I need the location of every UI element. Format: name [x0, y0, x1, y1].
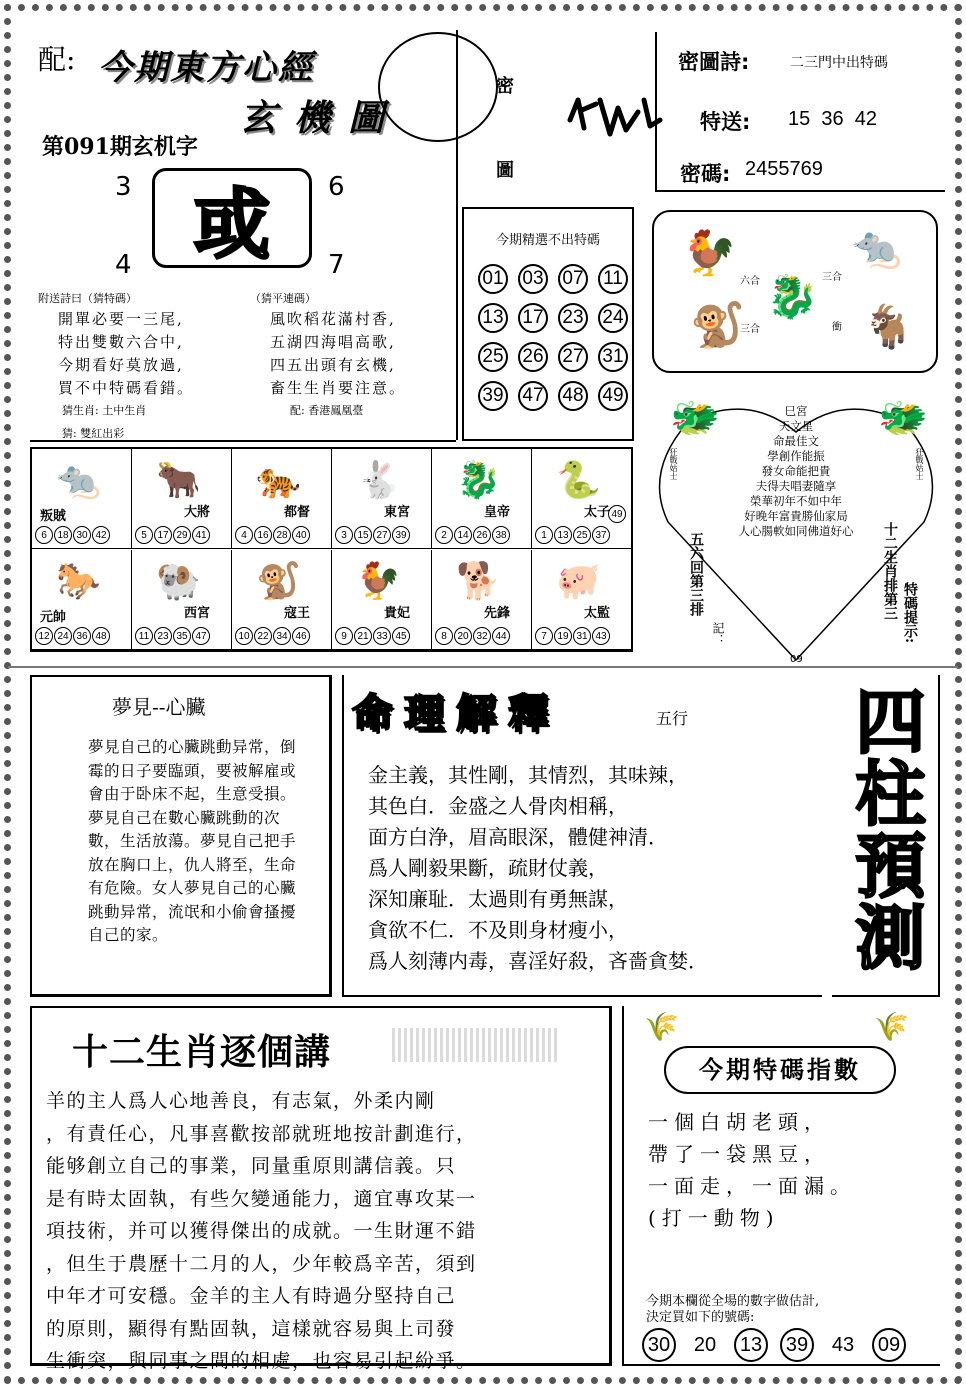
zodiac-label: 太監: [584, 606, 611, 621]
number-ball: 2: [435, 526, 453, 544]
corner-number: 7: [328, 250, 345, 280]
number-ball: 13: [554, 526, 572, 544]
poem-left-title: 附送詩曰（猜特碼）: [38, 292, 137, 305]
poem-line: 今期看好莫放過,: [58, 356, 184, 374]
index-number: 09: [872, 1328, 906, 1362]
fate-line: 面方白浄，眉高眼深，體健神清．: [368, 825, 668, 849]
number-ball: 25: [573, 526, 591, 544]
number-ball: 23: [154, 627, 172, 645]
zodiac-numbers: [435, 627, 511, 645]
index-number: 20: [693, 1333, 717, 1356]
number-ball: 6: [35, 526, 53, 544]
code-label: 密碼:: [680, 162, 731, 186]
poem-left: [58, 308, 194, 400]
number-ball: 40: [292, 526, 310, 544]
fate-line: 爲人刻薄内毒，喜淫好殺，吝嗇貪婪．: [368, 949, 708, 973]
issue-label: 第091期玄机字: [42, 134, 198, 160]
circle-decoration: [378, 32, 498, 142]
fate-line: 金主義，其性剛，其情烈，其味辣，: [368, 763, 688, 787]
index-note: 今期本欄從全場的數字做估計,: [646, 1294, 820, 1309]
zodiac-numbers: [535, 627, 611, 645]
number-ball: 18: [54, 526, 72, 544]
selection-title: 今期精選不出特碼: [495, 233, 600, 248]
index-number: 13: [734, 1328, 768, 1362]
twelve-line: 項技術，并可以獲得傑出的成就。一生財運不錯: [46, 1220, 477, 1242]
dream-box: [30, 675, 332, 997]
poem-line: 畜生生肖要注意。: [270, 379, 407, 397]
zodiac-cell: [32, 550, 132, 650]
corner-number: 6: [328, 172, 345, 202]
four-pillar-box: [832, 675, 940, 997]
zodiac-label: 皇帝: [484, 505, 511, 520]
poem-line: 五湖四海唱高歌,: [270, 333, 396, 351]
number-ball: 14: [454, 526, 472, 544]
number-ball: 30: [73, 526, 91, 544]
secret-label-top: 密: [496, 76, 514, 97]
zodiac-cell: [332, 449, 432, 549]
pig-icon: 🐖: [556, 561, 601, 602]
mystery-char-box: [152, 168, 312, 268]
heart-text: [688, 404, 904, 539]
number-ball: 07: [558, 264, 588, 294]
number-ball: 3: [335, 526, 353, 544]
riddle-line: 一個白胡老頭，: [648, 1110, 830, 1134]
number-ball: 13: [478, 303, 508, 333]
heart-panel: [648, 392, 944, 672]
number-ball: 23: [558, 303, 588, 333]
index-title: 今期特碼指數: [664, 1046, 896, 1094]
zodiac-cell: [432, 550, 532, 650]
rat-icon: 🐀: [852, 225, 902, 271]
dragon-icon: 🐲: [878, 395, 928, 441]
heart-side-left: 五六回第三排: [688, 532, 704, 616]
index-note: 決定買如下的號碼:: [646, 1310, 755, 1325]
zodiac-label: 貴妃: [384, 606, 411, 621]
goat-icon: 🐏: [156, 561, 201, 602]
heart-line: 巳宮: [784, 404, 808, 418]
poem-label: 密圖詩:: [678, 50, 750, 74]
relation-label: 三合: [822, 272, 842, 283]
twelve-text: [46, 1085, 609, 1378]
number-ball: 03: [518, 264, 548, 294]
zodiac-numbers: [35, 526, 111, 544]
zodiac-cell: [432, 449, 532, 549]
poem-line: 風吹稻花滿村香,: [270, 310, 396, 328]
heart-side-mid: 記：: [711, 622, 725, 646]
corner-number: 4: [115, 250, 132, 280]
heart-line: 學創作能振: [767, 449, 825, 463]
twelve-line: 能够創立自己的事業，同量重原則講信義。只: [46, 1155, 457, 1177]
twelve-line: 中年才可安穩。金羊的主人有時過分堅持自己: [46, 1285, 457, 1307]
heart-foot: 09: [790, 654, 803, 665]
heart-corner-label: 狂戰姑士: [915, 448, 924, 480]
number-ball: 32: [473, 627, 491, 645]
number-ball: 48: [92, 627, 110, 645]
number-ball: 11: [598, 264, 628, 294]
rat-icon: 🐀: [56, 460, 101, 501]
special-label: 特送:: [700, 110, 751, 134]
zodiac-label: 太子: [584, 505, 611, 520]
relation-label: 衝: [832, 322, 842, 333]
twelve-line: ，有責任心，凡事喜歡按部就班地按計劃進行，: [46, 1122, 477, 1145]
mystery-char: 或: [194, 179, 270, 269]
poem-line: 特出雙數六合中,: [58, 333, 184, 351]
ox-icon: 🐂: [156, 460, 201, 501]
zodiac-numbers: [535, 526, 611, 544]
heart-corner-label: 狂戰姑士: [669, 448, 678, 480]
number-ball: 11: [135, 627, 153, 645]
snake-icon: 🐍: [556, 460, 601, 501]
number-ball: 33: [373, 627, 391, 645]
relation-label: 六合: [740, 276, 760, 287]
zodiac-numbers: [435, 526, 511, 544]
twelve-line: ，但生于農歷十二月的人，少年較爲辛苦，須到: [46, 1252, 477, 1275]
number-ball: 42: [92, 526, 110, 544]
zodiac-label: 都督: [284, 505, 311, 520]
heart-line: 好晚年富貴勝仙家局: [744, 509, 848, 523]
number-ball: 5: [135, 526, 153, 544]
number-ball: 47: [518, 381, 548, 411]
zodiac-cell: [32, 449, 132, 549]
number-ball: 26: [518, 342, 548, 372]
column-divider: [456, 30, 458, 440]
riddle-line: 帶了一袋黑豆，: [648, 1142, 830, 1166]
rabbit-icon: 🐇: [356, 460, 401, 501]
dragon-icon: 🐉: [766, 272, 819, 321]
twelve-line: 羊的主人爲人心地善良，有志氣，外柔内剛: [46, 1090, 436, 1112]
number-ball: 9: [335, 627, 353, 645]
number-ball: 39: [392, 526, 410, 544]
zodiac-label: 大將: [184, 505, 211, 520]
heart-side-hint: 特碼提示:: [902, 582, 918, 644]
dream-text: 夢見自己的心臟跳動异常，倒霉的日子要臨頭，要被解雇或會由于卧床不起，生意受損。夢見自己在數心臟跳動的次數，生活放蕩。夢見自己把手放在胸口上，仇人將至，生命有危險。女人夢見自己的心臟跳動异常，流氓和小偷會搔擾自己的家。: [88, 738, 297, 944]
secret-sketch: [560, 80, 670, 160]
zodiac-label: 東宮: [384, 505, 411, 520]
fate-title: 命理解釋: [352, 690, 560, 737]
zodiac-numbers: [235, 627, 311, 645]
banner-subtitle: 玄機圖: [240, 97, 403, 139]
guess-zodiac: 猜生肖: 土中生肖: [62, 404, 147, 417]
zodiac-numbers: [135, 627, 211, 645]
zodiac-cell: [132, 550, 232, 650]
number-ball: 31: [573, 627, 591, 645]
heart-side-right: 十二生肖排第三: [882, 522, 898, 620]
zodiac-cell: [532, 449, 632, 549]
number-ball: 24: [54, 627, 72, 645]
number-ball: 29: [173, 526, 191, 544]
number-ball: 43: [592, 627, 610, 645]
number-ball: 8: [435, 627, 453, 645]
fate-line: 貪欲不仁．不及則身材瘦小，: [368, 918, 628, 942]
section-divider: [8, 666, 958, 668]
zodiac-label: 元帥: [40, 610, 67, 625]
number-ball: 41: [192, 526, 210, 544]
compatibility-box: [652, 210, 938, 373]
heart-line: 夫得夫唱妻隨享: [755, 479, 837, 493]
twelve-line: 的原則，顯得有點固執，這樣就容易與上司發: [46, 1317, 457, 1340]
tiger-icon: 🐅: [256, 460, 301, 501]
number-ball: 47: [192, 627, 210, 645]
dream-title: 夢見--心臟: [112, 695, 206, 719]
heart-line: 命最佳文: [773, 434, 819, 448]
goat-icon: 🐐: [862, 302, 915, 351]
number-ball: 48: [558, 381, 588, 411]
heart-line: 人心腸軟如同佛道好心: [738, 524, 854, 538]
number-ball: 7: [535, 627, 553, 645]
number-ball: 31: [598, 342, 628, 372]
rooster-icon: 🐓: [356, 561, 401, 602]
zodiac-label: 西宮: [184, 606, 211, 621]
poem-line: 買不中特碼看錯。: [58, 379, 195, 397]
pei-label: 配:: [38, 43, 76, 76]
fate-line: 其色白．金盛之人骨肉相稱，: [368, 794, 628, 818]
number-ball: 15: [354, 526, 372, 544]
index-number: 30: [642, 1328, 676, 1362]
index-number: 43: [831, 1333, 855, 1356]
dragon-icon: 🐲: [670, 395, 720, 441]
special-numbers: 15 36 42: [788, 108, 877, 130]
selection-box: [462, 207, 634, 441]
fate-line: 爲人剛毅果斷，疏財仗義，: [368, 856, 608, 880]
number-ball: 27: [558, 342, 588, 372]
zodiac-cell: [532, 550, 632, 650]
selection-grid: [478, 264, 632, 411]
number-ball: 34: [273, 627, 291, 645]
relation-label: 三合: [740, 324, 760, 335]
banner-title: 今期東方心經: [98, 48, 314, 88]
number-ball: 17: [518, 303, 548, 333]
number-ball: 49: [598, 381, 628, 411]
zodiac-label: 先鋒: [484, 606, 511, 621]
horizontal-divider: [30, 440, 456, 442]
number-ball: 45: [392, 627, 410, 645]
zodiac-numbers: [135, 526, 211, 544]
zodiac-label: 叛賊: [40, 509, 67, 524]
four-pillar-title: 四柱預測: [844, 685, 927, 973]
twelve-line: 生衝突，與同事之間的相處，也容易引起紛爭。: [46, 1350, 477, 1372]
zodiac-grid: [30, 447, 633, 652]
zodiac-numbers: [35, 627, 111, 645]
monkey-icon: 🐒: [256, 561, 301, 602]
heart-line: 榮華初年不如中年: [750, 494, 842, 508]
poem-line: 開單必要一三尾,: [58, 310, 184, 328]
number-ball: 21: [354, 627, 372, 645]
grass-icon: 🌾: [644, 1010, 679, 1043]
number-ball: 19: [554, 627, 572, 645]
number-ball: 01: [478, 264, 508, 294]
number-ball: 20: [454, 627, 472, 645]
monkey-icon: 🐒: [690, 300, 745, 351]
riddle-line: (打一動物): [648, 1206, 780, 1230]
number-ball: 26: [473, 526, 491, 544]
zodiac-numbers: [335, 627, 411, 645]
code-value: 2455769: [745, 158, 823, 180]
pei-source: 配: 香港鳳凰臺: [290, 404, 364, 417]
fate-line: 深知廉耻．太過則有勇無謀，: [368, 887, 628, 911]
number-ball: 24: [598, 303, 628, 333]
number-ball: 28: [273, 526, 291, 544]
number-ball: 10: [235, 627, 253, 645]
zodiac-cell: [232, 449, 332, 549]
index-box: [622, 1006, 940, 1366]
number-ball: 49: [608, 505, 626, 523]
corner-number: 3: [115, 172, 132, 202]
heart-line: 天文星: [778, 419, 814, 433]
noise-decoration: [392, 1028, 560, 1062]
number-ball: 12: [35, 627, 53, 645]
number-ball: 4: [235, 526, 253, 544]
number-ball: 39: [478, 381, 508, 411]
number-ball: 35: [173, 627, 191, 645]
secret-label-bottom: 圖: [496, 160, 514, 181]
number-ball: 44: [492, 627, 510, 645]
number-ball: 22: [254, 627, 272, 645]
number-ball: 1: [535, 526, 553, 544]
fate-sub: 五行: [656, 709, 689, 728]
zodiac-numbers: [335, 526, 411, 544]
zodiac-numbers: [235, 526, 311, 544]
sketch-icon: [560, 80, 670, 160]
poem-text: 二三門中出特碼: [790, 55, 888, 71]
dragon-icon: 🐉: [456, 460, 501, 501]
number-ball: 27: [373, 526, 391, 544]
twelve-line: 是有時太固執，有些欠變通能力，適宜專攻某一: [46, 1187, 477, 1210]
zodiac-cell: [132, 449, 232, 549]
riddle-line: 一面走，一面漏。: [648, 1174, 856, 1198]
index-numbers: [642, 1328, 906, 1362]
riddle-text: [648, 1106, 856, 1234]
number-ball: 25: [478, 342, 508, 372]
fate-text: [368, 760, 708, 977]
heart-line: 發女命能把貴: [761, 464, 831, 478]
number-ball: 37: [592, 526, 610, 544]
zodiac-label: 寇王: [284, 606, 311, 621]
dog-icon: 🐕: [456, 561, 501, 602]
zodiac-cell: [332, 550, 432, 650]
zodiac-cell: [232, 550, 332, 650]
number-ball: 46: [292, 627, 310, 645]
guess-color: 猜: 雙紅出彩: [62, 427, 125, 440]
grass-icon: 🌾: [874, 1010, 909, 1043]
poem-right-title: （猜平連碼）: [250, 292, 316, 305]
rooster-icon: 🐓: [682, 228, 737, 279]
poem-right: [270, 308, 406, 400]
number-ball: 16: [254, 526, 272, 544]
index-number: 39: [780, 1328, 814, 1362]
number-ball: 38: [492, 526, 510, 544]
twelve-title: 十二生肖逐個講: [72, 1031, 332, 1073]
poem-line: 四五出頭有玄機,: [270, 356, 396, 374]
number-ball: 17: [154, 526, 172, 544]
horse-icon: 🐎: [56, 561, 101, 602]
number-ball: 36: [73, 627, 91, 645]
